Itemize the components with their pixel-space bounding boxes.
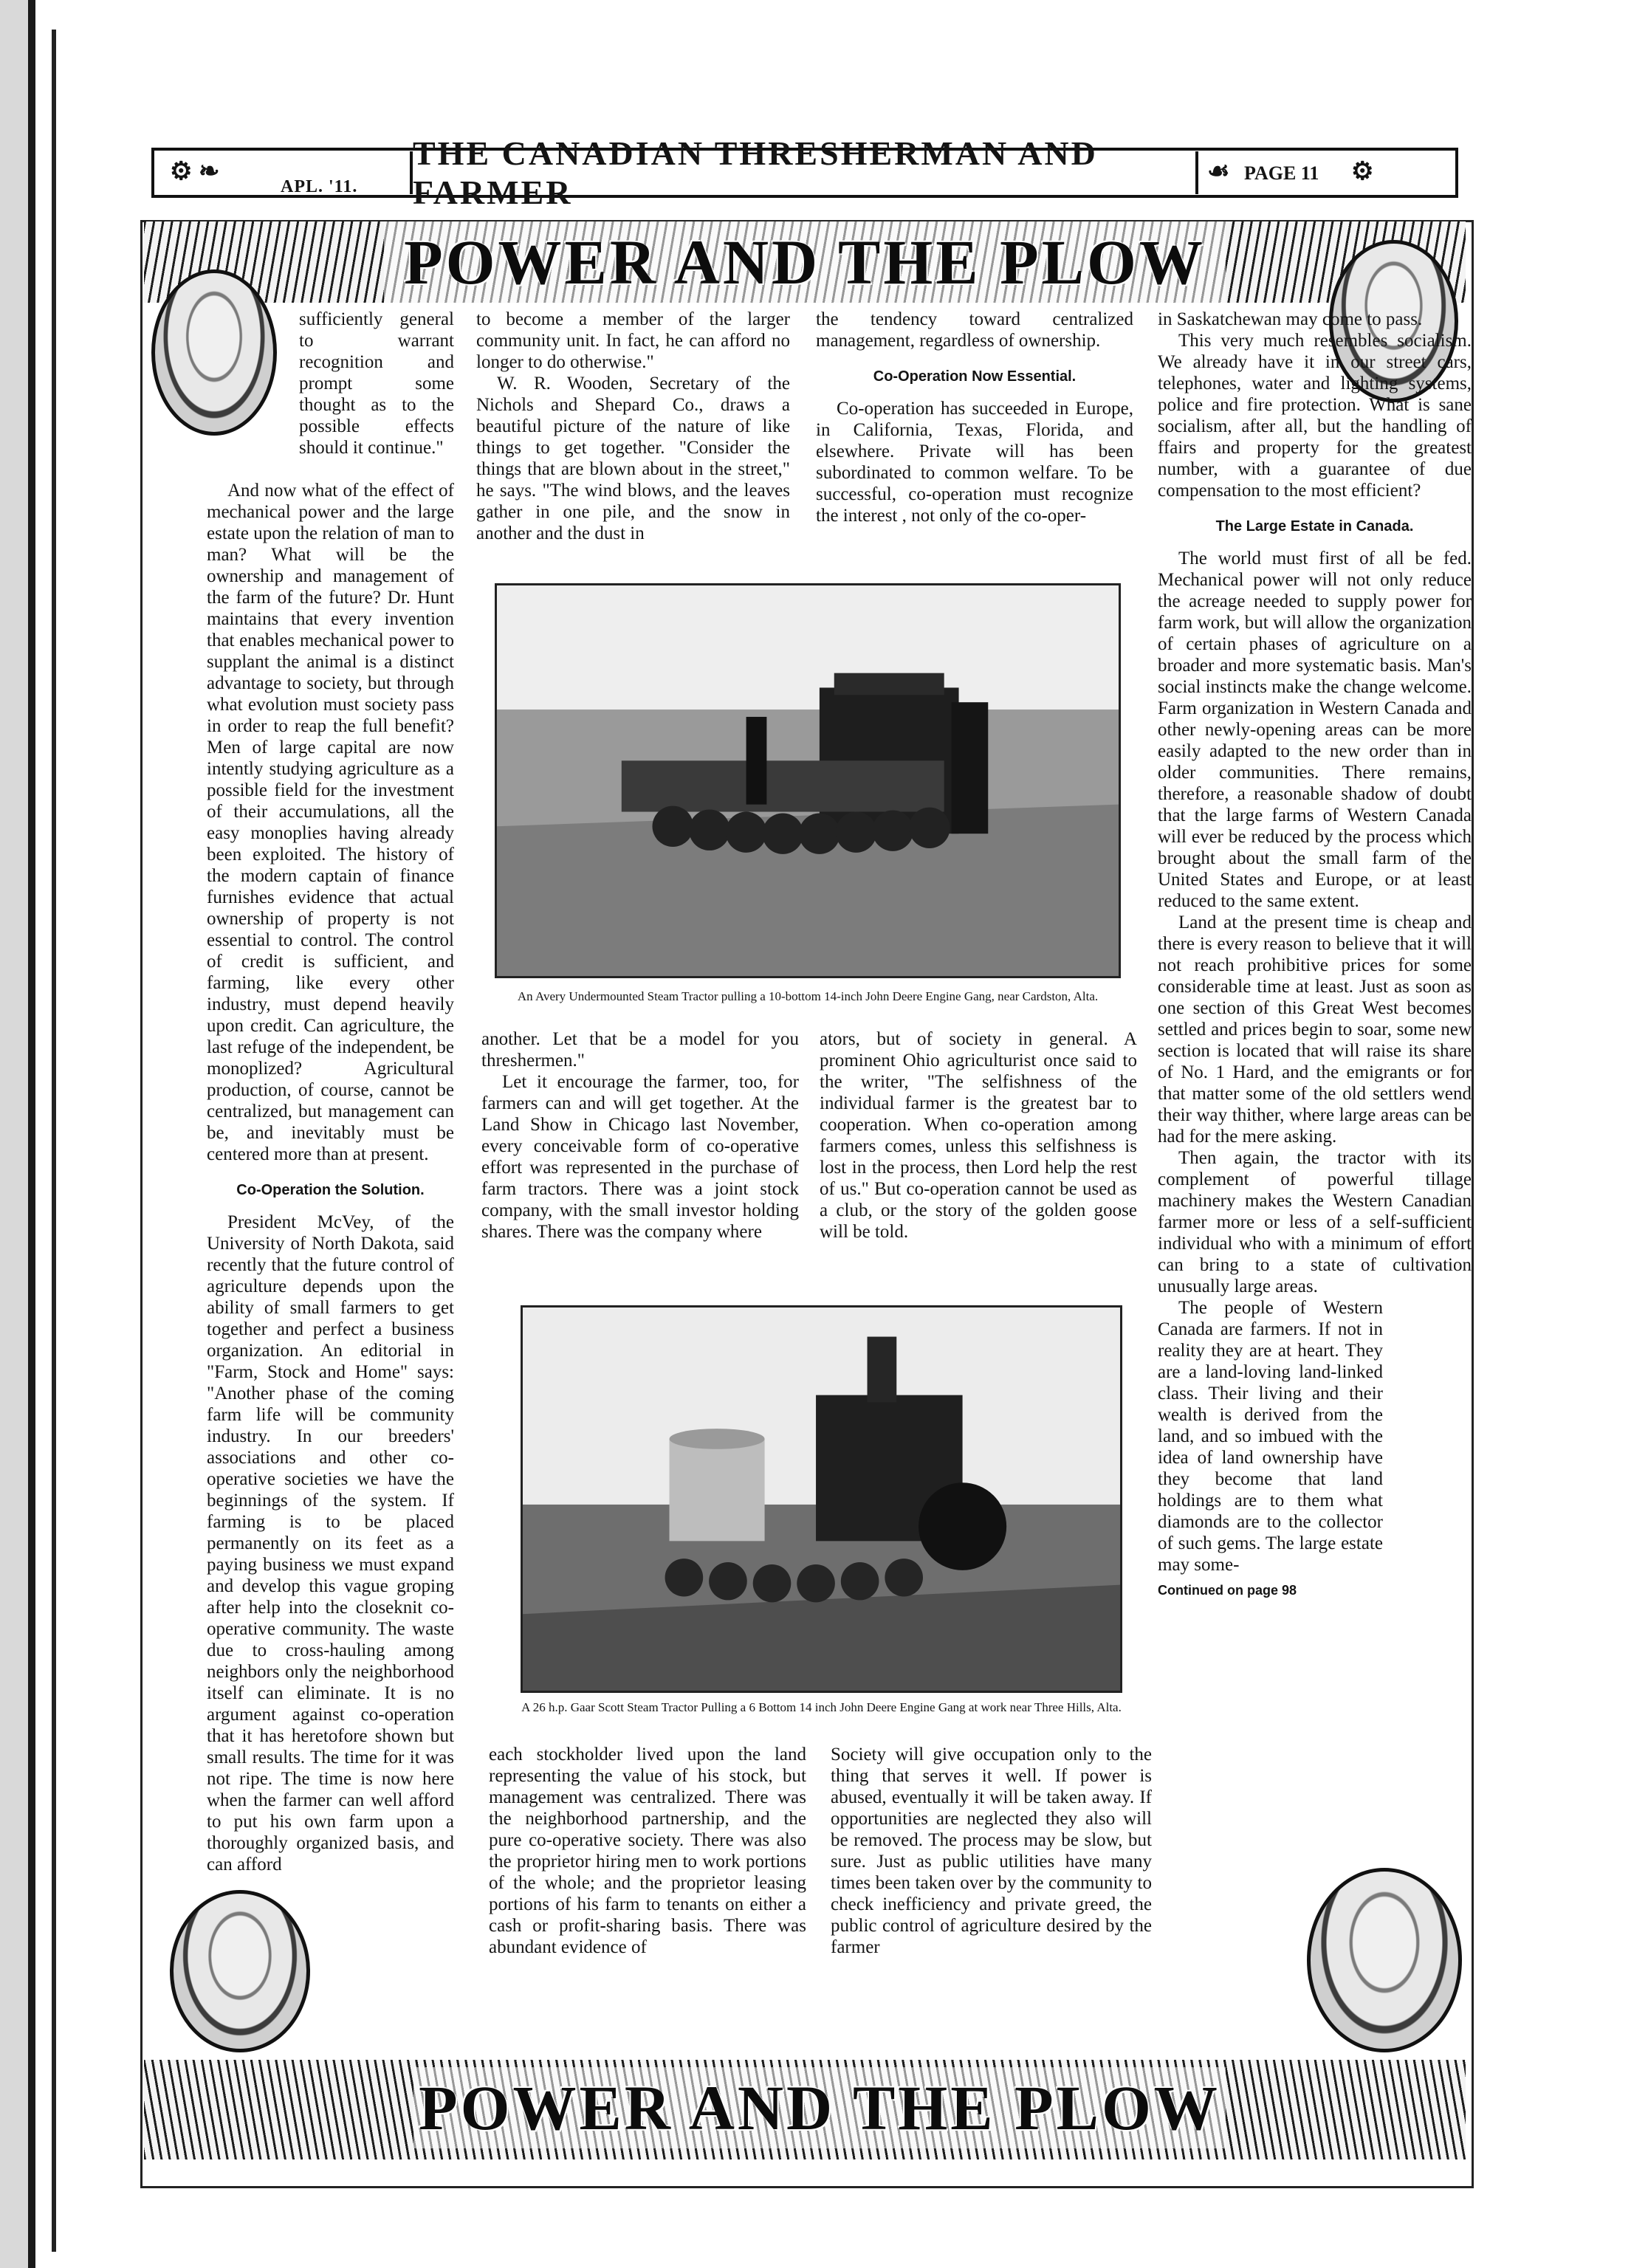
paragraph: Society will give occupation only to the thing that serves it well. If power is abused, eventually it will be taken away. If opportunities are neglected they also will be removed. The process may be slow, but sure. Just as public utilities have many times been taken over by the community to check inefficiency and private greed, the public control of agriculture desired by the farmer [831,1745,1152,1957]
paragraph: the tendency toward centralized management, regardless of ownership. [816,309,1133,351]
column-3-bottom [831,1744,1152,1958]
paragraph: ators, but of society in general. A prominent Ohio agriculturist once said to the writer, "The selfishness of the individual farmer is the greatest bar to cooperation. When co-operation among farmers comes, unless this selfishness is lost in the process, then Lord help the rest of us." But co-operation cannot be used as a club, or the story of the golden goose will be told. [820,1029,1137,1242]
page-number: PAGE 11 [1244,162,1319,184]
subheading: The Large Estate in Canada. [1215,518,1414,535]
paragraph: Land at the present time is cheap and there is every reason to believe that it will not reach prohibitive prices for some considerable time at least. Just as soon as one section of this Great West becomes settled and prices begin to soar, some new section is located that will raise its share of No. 1 Hard, and the emigrants or for that matter some of the old settlers wend their way thither, where large areas can be had for the mere asking. [1158,913,1472,1147]
masthead-tractor-icon: ⚙︎ [1351,158,1374,185]
continued-note: Continued on page 98 [1158,1583,1297,1598]
paragraph: in Saskatchewan may come to pass. [1158,309,1423,329]
subheading: Co-Operation Now Essential. [873,368,1077,385]
banner-title-bottom: POWER AND THE PLOW [413,2067,1226,2148]
banner-title-top: POWER AND THE PLOW [384,221,1226,303]
photo-2-caption: A 26 h.p. Gaar Scott Steam Tractor Pulling a 6 Bottom 14 inch John Deere Engine Gang at work near Three Hills, Alta. [521,1700,1122,1714]
column-3-top [816,309,1133,526]
paragraph: Co-operation has succeeded in Europe, in California, Texas, Florida, and elsewhere. Private will has been subordinated to common welfare. To be successful, co-operation must recognize the interest , not only of the co-oper- [816,399,1133,526]
paragraph: Let it encourage the farmer, too, for farmers can and will get together. At the Land Show in Chicago last November, every conceivable form of co-operative effort was represented in the purchase of farm tractors. There was a joint stock company, with the small investor holding shares. There was the company where [481,1072,799,1242]
paragraph: This very much resembles socialism. We already have it in our street cars, telephones, water and lighting systems, police and fire protection. What is sane socialism, after all, but the handling of ffairs and property for the greatest number, with a guarantee of due compensation to the most efficient? [1158,331,1472,501]
column-4 [1158,309,1472,1601]
subheading: Co-Operation the Solution. [236,1182,425,1198]
paragraph: President McVey, of the University of North Dakota, said recently that the future control of agriculture depends upon the ability of small farmers to get together and perfect a business organization. An editorial in "Farm, Stock and Home" says: "Another phase of the coming farm life will be community industry. In our breeders' associations and other co-operative societies we have the beginnings of the system. If farming is to be placed permanently on its feet as a paying business we must expand and develop this vague groping after help into the closeknit co-operative community. The waste due to cross-hauling among neighbors only the neighborhood itself can eliminate. It is no argument against co-operation that it has heretofore shown but small results. The time for it was not ripe. The time is now here when the farmer can well afford to put his own farm upon a thoroughly organized basis, and can afford [207,1212,454,1874]
paragraph: each stockholder lived upon the land representing the value of his stock, but management was centralized. There was the neighborhood partnership, and the pure co-operative society. There was also the proprietor hiring men to work portions of the whole; and the proprietor leasing portions of his farm to tenants on either a cash or profit-sharing basis. There was abundant evidence of [489,1745,806,1957]
publication-title: THE CANADIAN THRESHERMAN AND FARMER [410,151,1198,194]
photo-1-caption: An Avery Undermounted Steam Tractor pulling a 10-bottom 14-inch John Deere Engine Gang, near Cardston, Alta. [517,989,1099,1003]
photo-avery-tractor [495,583,1121,978]
paragraph: And now what of the effect of mechanical power and the large estate upon the relation of man to man? What will be the ownership and management of the farm of the future? Dr. Hunt maintains that every invention that enables mechanical power to supplant the animal is a distinct advantage to society, but through what evolution must society pass in order to reap the full benefit? Men of large capital are now intently studying agriculture as a possible field for the investment of their accumulations, all the easy monoplies having already been exploited. The history of the modern captain of finance furnishes evidence that actual ownership of property is not essential to control. The control of credit is sufficient, and farming, like every other industry, must depend heavily upon credit. Can agriculture, the last refuge of the independent, be monoplized? Agricultural production, of course, cannot be centralized, but management can be, and inevitably must be centered more than at present. [207,481,454,1164]
column-1 [207,480,454,1875]
masthead-ornament-left-icon: ⚙︎ ❧ [170,158,220,185]
paragraph: to become a member of the larger community unit. In fact, he can afford no longer to do otherwise." [476,309,790,372]
paragraph: Then again, the tractor with its complement of powerful tillage machinery makes the Western Canadian farmer more or less of a self-sufficient individual who with a minimum of effort can bring to a state of cultivation unusually large areas. [1158,1148,1472,1296]
column-3-middle [820,1028,1137,1243]
paragraph: The world must first of all be fed. Mechanical power will not only reduce the acreage needed to supply power for farm work, but will allow the organization of certain phases of agriculture on a broader and more systematic basis. Man's social instincts make the change welcome. Farm organization in Western Canada and other newly-opening areas can be more easily adapted to the new order than in older communities. There remains, therefore, a reasonable shadow of doubt that the large farms of Western Canada will ever be reduced by the process which brought about the small farm of the United States and Europe, or at least reduced to the same extent. [1158,549,1472,911]
paragraph: sufficiently general to warrant recognition and prompt some thought as to the possible effects should it continue." [299,309,454,458]
paragraph: The people of Western Canada are farmers. If not in reality they are at heart. They are a land-loving land-linked class. Their living and their wealth is derived from the land, and so imbued with the idea of land ownership have they become that land holdings are to them what diamonds are to the collector of such gems. The large estate may some- [1158,1298,1383,1575]
paragraph: W. R. Wooden, Secretary of the Nichols and Shepard Co., draws a beautiful picture of the nature of like things to get together. "Consider the things that are blown about in the street," he says. "The wind blows, and the leaves gather in one pile, and the snow in another and the dust in [476,374,790,543]
column-2-top [476,309,790,544]
farmstead-vignette-icon [1307,1868,1462,2052]
column-2-middle [481,1028,799,1243]
scan-edge-left [0,0,35,2268]
paragraph: another. Let that be a model for you threshermen." [481,1029,799,1071]
binder-vignette-icon [170,1890,310,2052]
masthead-ornament-right-icon: ☙ [1207,158,1230,185]
column-1-top [207,309,454,458]
issue-date: APL. '11. [281,177,358,196]
column-2-bottom [489,1744,806,1958]
photo-gaar-scott-tractor [521,1305,1122,1693]
